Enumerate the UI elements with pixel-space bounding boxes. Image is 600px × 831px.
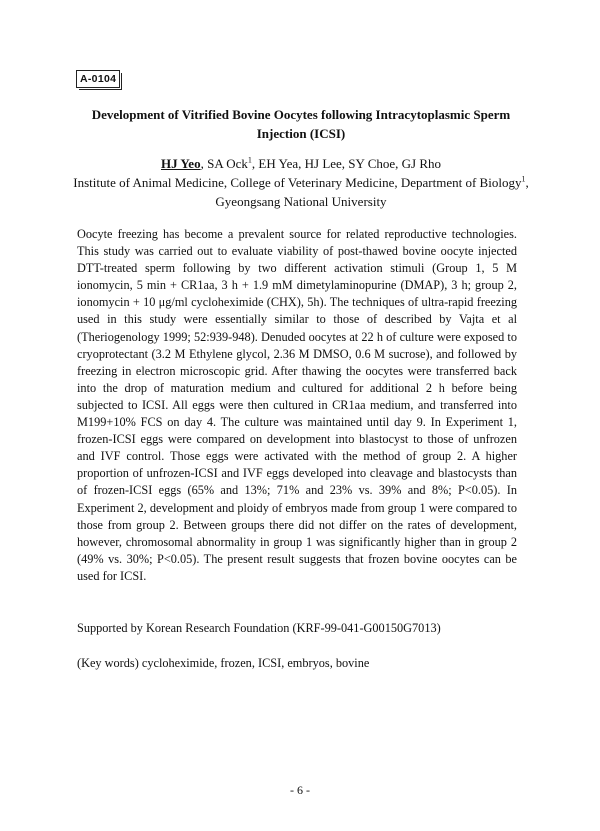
affiliation-mark: 1 <box>521 174 526 184</box>
author-list <box>70 155 532 173</box>
page-number: - 6 - <box>290 783 310 797</box>
paper-title: Development of Vitrified Bovine Oocytes following Intracytoplasmic Sperm Injection (ICSI) <box>91 107 511 141</box>
abstract-text-part-1: Oocyte freezing has become a prevalent source for related reproductive technologies. This study was carried out to evaluate viability of post-thawed bovine oocyte injected DTT-treated sperm following by two different activation stimuli (Group 1, 5 M ionomycin, 5 min + CR1aa, 3 h + 1.9 mM dimetylaminopurine (DMAP), 3 h; group 2, ionomycin + 10 <box>77 227 517 310</box>
keywords: (Key words) cycloheximide, frozen, ICSI, embryos, bovine <box>77 656 370 670</box>
affiliation <box>70 173 532 211</box>
author-affiliation-mark: 1 <box>247 155 252 165</box>
affiliation-university: , Gyeongsang National University <box>215 175 529 209</box>
author-list-rest: , EH Yea, HJ Lee, SY Choe, GJ Rho <box>251 156 442 171</box>
affiliation-main: Institute of Animal Medicine, College of Veterinary Medicine, Department of Biology <box>73 175 522 190</box>
micro-symbol: μ <box>158 295 166 310</box>
author-list-part: , SA Ock <box>200 156 248 171</box>
abstract-body <box>77 226 517 585</box>
abstract-code-label: A-0104 <box>76 70 120 88</box>
abstract-text-part-2: g/ml cycloheximide (CHX), 5h). The techniques of ultra-rapid freezing used in this study were essentially similar to those of described by Vajta et al (Theriogenology 1999; 52:939-948). Denuded oocytes at 22 h of culture were exposed to cryoprotectant (3.2 M Ethylene glycol, 2.36 M DMSO, 0.6 M sucrose), and followed by freezing in electron microscopic grid. After thawing the oocytes were transferred back into the drop of maturation medium and cultured for additional 2 h before being subjected to ICSI. All eggs were then cultured in CR1aa medium, and transferred into M199+10% FCS on day 4. The culture was maintained until day 9. In Experiment 1, frozen-ICSI eggs were compared on development into blastocyst to those of unfrozen and IVF control. Those eggs were activated with the method of group 2. A higher proportion of unfrozen-ICSI and IVF eggs developed into cleavage and blastocysts than of frozen-ICSI eggs (65% and 13%; 71% and 23% vs. 39% and 8%; P<0.05). In Experiment 2, development and ploidy of embryos made from group 1 were compared to those from group 2. Between groups there did not differ on the rates of development, however, chromosomal abnormality in group 1 was significantly higher than in group 2 (49% vs. 30%; P<0.05). The present result suggests that frozen bovine oocytes can be used for ICSI. <box>77 295 517 583</box>
lead-author: HJ Yeo <box>160 156 201 171</box>
funding-statement: Supported by Korean Research Foundation (KRF-99-041-G00150G7013) <box>77 621 441 635</box>
